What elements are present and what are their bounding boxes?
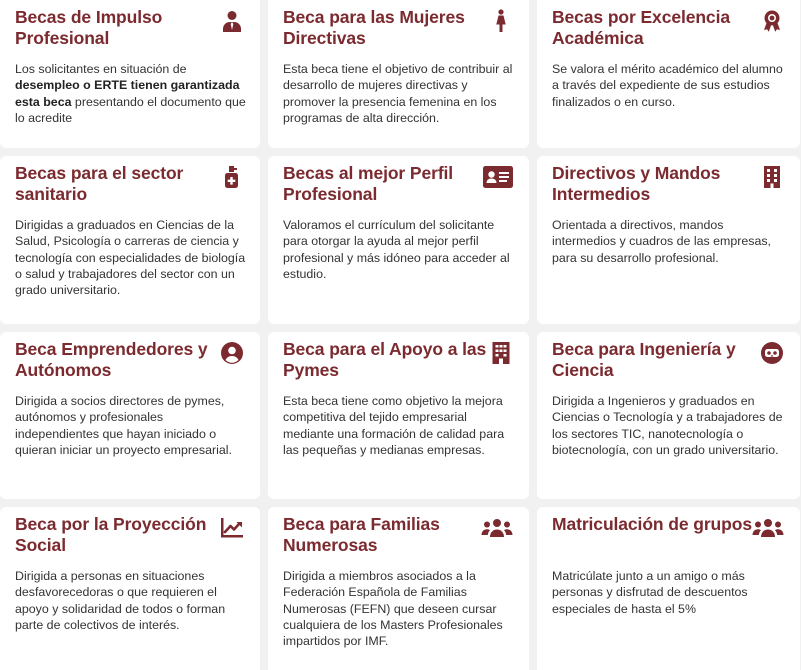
vr-headset-icon [760, 341, 784, 365]
card-description: Matricúlate junto a un amigo o más personas y disfrutad de descuentos especiales de hasta el 5% [552, 569, 748, 616]
card-ingenieria-ciencia[interactable] [537, 332, 800, 499]
card-impulso-profesional[interactable] [0, 0, 260, 148]
sanitizer-icon [220, 165, 244, 189]
card-description: Dirigidas a graduados en Ciencias de la Salud, Psicología o carreras de ciencia y tecnología con especialidades de biología o salud y trabajadores del sector con un grado universitario. [15, 218, 246, 298]
card-description: Dirigida a Ingenieros y graduados en Ciencias o Tecnología y a trabajadores de los sectores TIC, nanotecnología o biotecnología, con un grado universitario. [552, 394, 783, 457]
card-title: Becas al mejor Perfil Profesional [283, 163, 454, 204]
card-description: Esta beca tiene el objetivo de contribuir al desarrollo de mujeres directivas y promover la presencia femenina en los programas de alta dirección. [283, 62, 513, 125]
card-title: Directivos y Mandos Intermedios [552, 163, 721, 204]
card-title: Beca Emprendedores y Autónomos [15, 339, 208, 380]
user-circle-icon [220, 341, 244, 365]
card-title: Becas para el sector sanitario [15, 163, 184, 204]
card-title: Becas de Impulso Profesional [15, 7, 163, 48]
card-title: Beca para Familias Numerosas [283, 514, 440, 555]
users-group-icon [481, 516, 513, 540]
card-mujeres-directivas[interactable] [268, 0, 529, 148]
businessman-icon [220, 9, 244, 33]
office-building-icon [489, 341, 513, 365]
card-description: Orientada a directivos, mandos intermedios y cuadros de las empresas, para su desarrollo profesional. [552, 218, 772, 265]
card-description: Esta beca tiene como objetivo la mejora competitiva del tejido empresarial mediante una formación de calidad para las pequeñas y medianas empresas. [283, 394, 505, 457]
card-excelencia-academica[interactable] [537, 0, 800, 148]
id-card-icon [483, 165, 513, 189]
card-title: Becas por Excelencia Académica [552, 7, 730, 48]
card-directivos-mandos[interactable] [537, 156, 800, 324]
card-title: Beca para las Mujeres Directivas [283, 7, 465, 48]
card-sector-sanitario[interactable] [0, 156, 260, 324]
card-title: Beca para Ingeniería y Ciencia [552, 339, 736, 380]
woman-icon [489, 9, 513, 33]
card-description: Los solicitantes en situación de desempleo o ERTE tienen garantizada esta beca presentando el documento que lo acredite [15, 62, 246, 125]
card-proyeccion-social[interactable] [0, 507, 260, 670]
users-group-icon [752, 516, 784, 540]
card-title: Beca para el Apoyo a las Pymes [283, 339, 487, 380]
building-icon [760, 165, 784, 189]
card-title: Matriculación de grupos [552, 514, 752, 534]
card-matriculacion-grupos[interactable] [537, 507, 800, 670]
chart-line-icon [220, 516, 244, 540]
card-description: Dirigida a personas en situaciones desfavorecedoras o que requieren el apoyo y solidaridad de todos o forman parte de colectivos de interés. [15, 569, 226, 632]
card-apoyo-pymes[interactable] [268, 332, 529, 499]
card-familias-numerosas[interactable] [268, 507, 529, 670]
card-mejor-perfil[interactable] [268, 156, 529, 324]
card-description: Valoramos el currículum del solicitante para otorgar la ayuda al mejor perfil profesional y más idóneo para acceder al estudio. [283, 218, 510, 281]
card-title: Beca por la Proyección Social [15, 514, 207, 555]
card-emprendedores[interactable] [0, 332, 260, 499]
card-description: Dirigida a miembros asociados a la Federación Española de Familias Numerosas (FEFN) que deseen cursar cualquiera de los Masters Profesionales impartidos por IMF. [283, 569, 503, 649]
card-description: Dirigida a socios directores de pymes, autónomos y profesionales independientes que hayan iniciado o quieran iniciar un proyecto empresarial. [15, 394, 232, 457]
award-icon [760, 9, 784, 33]
card-description: Se valora el mérito académico del alumno a través del expediente de sus estudios finalizados o en curso. [552, 62, 783, 109]
